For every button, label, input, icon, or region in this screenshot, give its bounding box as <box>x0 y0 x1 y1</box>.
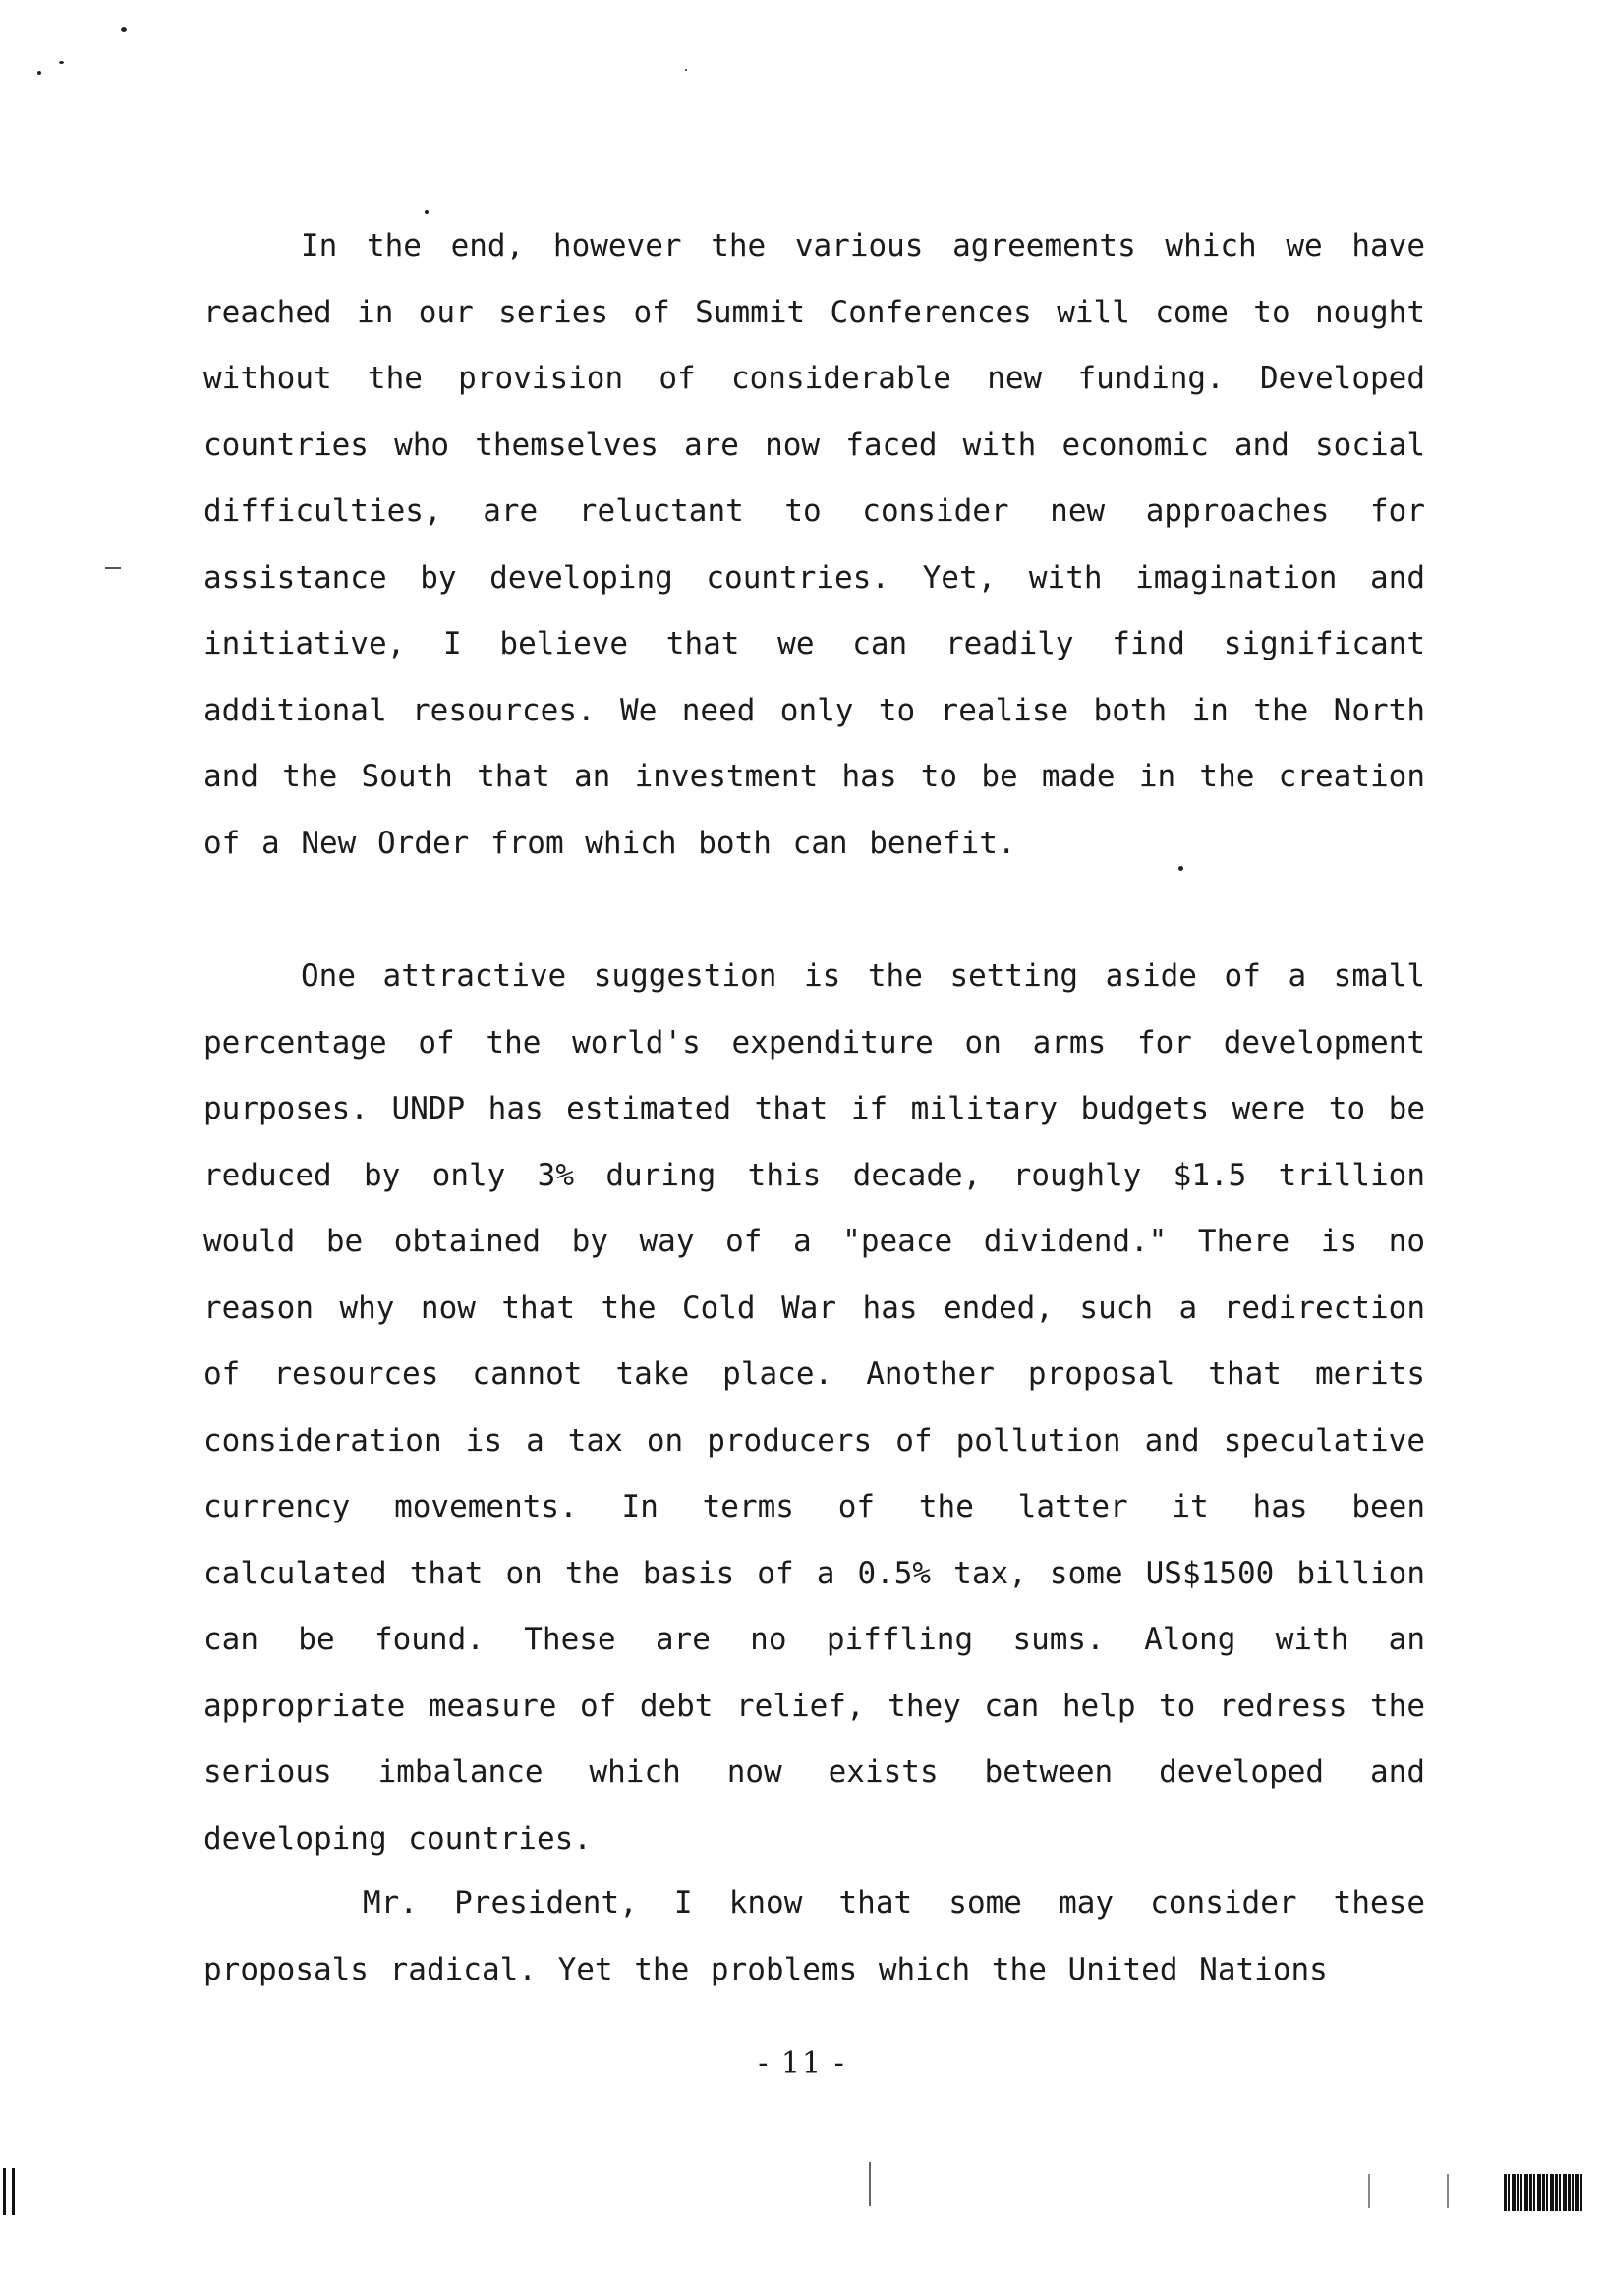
scan-speck <box>121 27 127 32</box>
barcode <box>1504 2174 1582 2211</box>
scan-speck <box>37 71 41 75</box>
scan-edge-mark <box>1368 2174 1370 2208</box>
scan-speck <box>59 61 64 64</box>
paragraph-1: In the end, however the various agreements which we have reached in our series of Summit Conferences will come to nought without the provision of considerable new funding. Developed countries who themselves are now faced with economic and social difficulties, are reluctant to consider new approaches for assistance by developing countries. Yet, with imagination and initiative, I believe that we can readily find significant additional resources. We need only to realise both in the North and the South that an investment has to be made in the creation of a New Order from which both can benefit. <box>203 228 1425 861</box>
scan-edge-mark <box>869 2162 871 2206</box>
paragraph-2: One attractive suggestion is the setting aside of a small percentage of the world's expenditure on arms for development purposes. UNDP has estimated that if military budgets were to be reduced by only 3% during this decade, roughly $1.5 trillion would be obtained by way of a "peace dividend." There is no reason why now that the Cold War has ended, such a redirection of resources cannot take place. Another proposal that merits consideration is a tax on producers of pollution and speculative currency movements. In terms of the latter it has been calculated that on the basis of a 0.5% tax, some US$1500 billion can be found. These are no piffling sums. Along with an appropriate measure of debt relief, they can help to redress the serious imbalance which now exists between developed and developing countries. <box>203 958 1425 1857</box>
scan-edge-mark <box>3 2168 6 2215</box>
scan-mark <box>105 567 121 569</box>
scan-edge-mark <box>12 2168 15 2215</box>
scan-speck <box>685 69 687 71</box>
paragraph-3: Mr. President, I know that some may consider these proposals radical. Yet the problems which the United Nations <box>203 1885 1425 1987</box>
page-number: - 11 - <box>758 2046 846 2081</box>
scan-edge-mark <box>1447 2174 1449 2208</box>
